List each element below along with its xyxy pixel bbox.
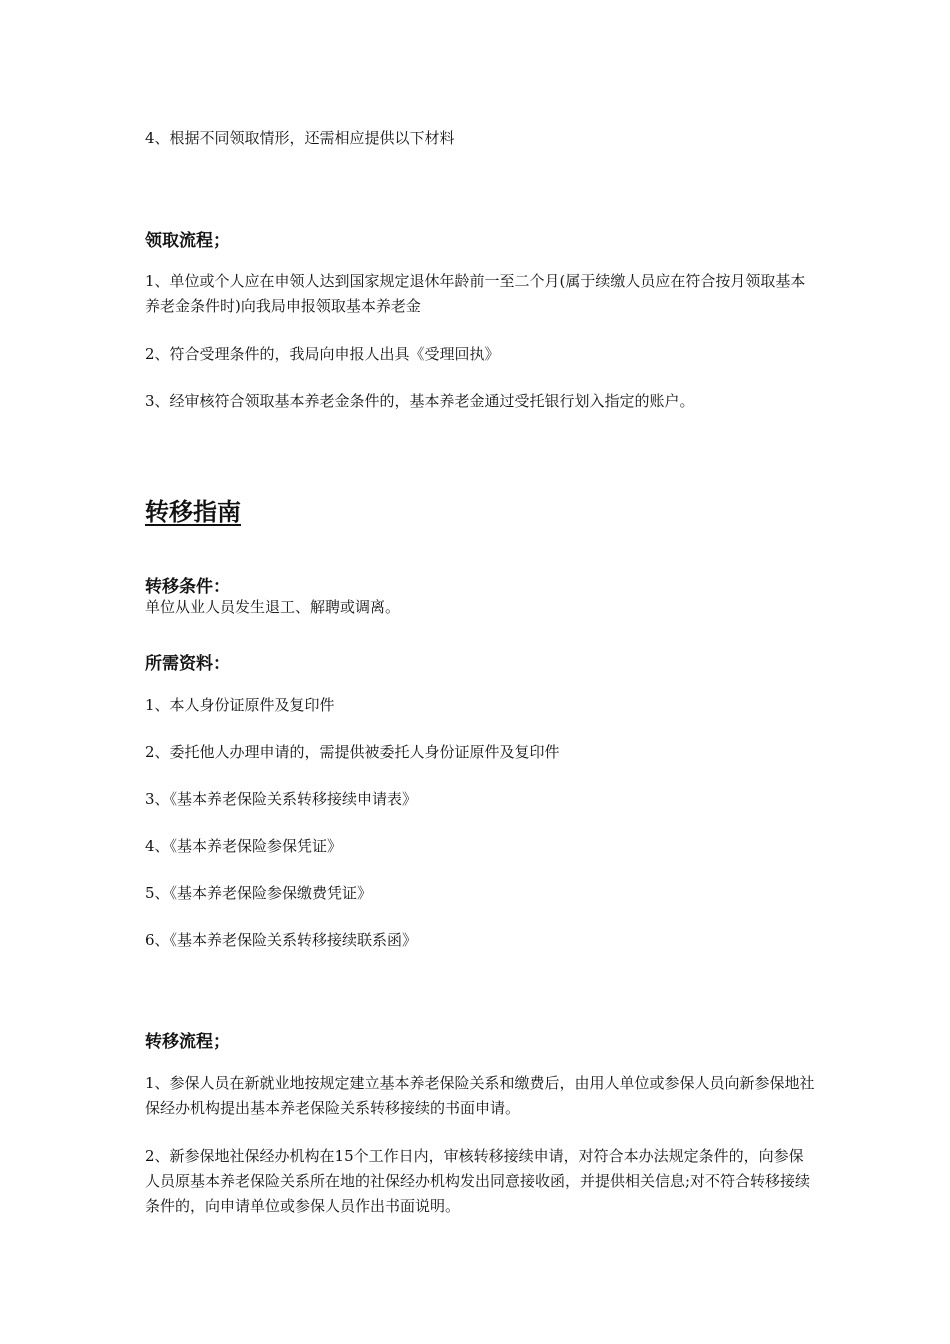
material-item-4: 4、《基本养老保险参保凭证》 bbox=[145, 837, 343, 855]
material-item-2: 2、委托他人办理申请的，需提供被委托人身份证原件及复印件 bbox=[145, 743, 560, 761]
transfer-guide-title: 转移指南 bbox=[145, 498, 241, 526]
material-item-1: 1、本人身份证原件及复印件 bbox=[145, 696, 335, 714]
materials-item-4: 4、根据不同领取情形，还需相应提供以下材料 bbox=[145, 129, 455, 147]
transfer-process-heading: 转移流程； bbox=[145, 1032, 230, 1052]
transfer-step-2: 2、新参保地社保经办机构在15个工作日内，审核转移接续申请，对符合本办法规定条件的，向参保人员原基本养老保险关系所在地的社保经办机构发出同意接收函，并提供相关信息;对不符合转移接续条件的，向申请单位或参保人员作出书面说明。 bbox=[145, 1147, 811, 1215]
transfer-step-1: 1、参保人员在新就业地按规定建立基本养老保险关系和缴费后，由用人单位或参保人员向新参保地社保经办机构提出基本养老保险关系转移接续的书面申请。 bbox=[145, 1074, 815, 1117]
material-item-6: 6、《基本养老保险关系转移接续联系函》 bbox=[145, 931, 418, 949]
receive-step-1: 1、单位或个人应在申领人达到国家规定退休年龄前一至二个月(属于续缴人员应在符合按月领取基本养老金条件时)向我局申报领取基本养老金 bbox=[145, 272, 806, 315]
transfer-conditions-heading: 转移条件： bbox=[145, 577, 230, 597]
material-item-3: 3、《基本养老保险关系转移接续申请表》 bbox=[145, 790, 418, 808]
material-item-5: 5、《基本养老保险参保缴费凭证》 bbox=[145, 884, 373, 902]
receive-step-3: 3、经审核符合领取基本养老金条件的，基本养老金通过受托银行划入指定的账户。 bbox=[145, 392, 695, 410]
receive-process-heading: 领取流程； bbox=[145, 231, 230, 251]
transfer-conditions-text: 单位从业人员发生退工、解聘或调离。 bbox=[145, 598, 401, 616]
required-materials-heading: 所需资料： bbox=[145, 654, 230, 674]
receive-step-2: 2、符合受理条件的，我局向申报人出具《受理回执》 bbox=[145, 345, 500, 363]
